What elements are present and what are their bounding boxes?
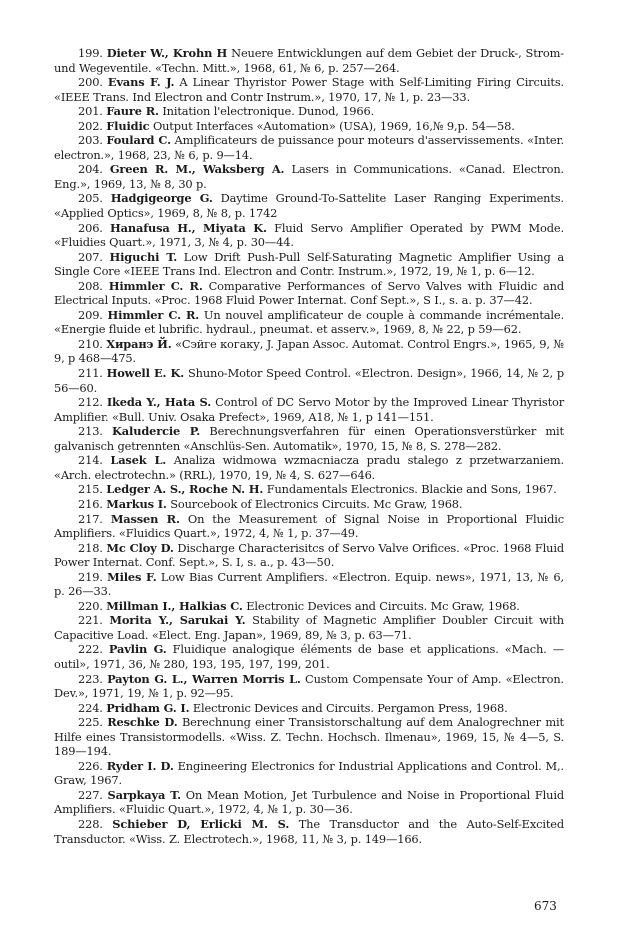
reference-number: 203. [78, 133, 103, 148]
reference-number: 223. [78, 671, 103, 686]
reference-text: Electronic Devices and Circuits. Mc Graw, 1968. [246, 598, 520, 613]
reference-entry [54, 817, 564, 846]
reference-text: Un nouvel amplificateur de couple à commande incrémentale. «Energie fluide et lubrific. hydraul., pneumat. et asserv.», 1969, 8, № 22, p 59—62. [54, 307, 564, 337]
reference-text: Low Drift Push-Pull Self-Saturating Magnetic Amplifier Using a Single Core «IEEE Trans Ind. Electron and Contr. Instrum.», 1972, 19, № 1, p. 6—12. [54, 249, 564, 279]
reference-text: Fundamentals Electronics. Blackie and Sons, 1967. [266, 482, 557, 497]
reference-number: 224. [78, 700, 103, 715]
reference-entry [54, 497, 564, 512]
reference-entry [54, 162, 564, 191]
reference-authors: Massen R. [110, 511, 180, 526]
reference-entry [54, 788, 564, 817]
reference-entry [54, 453, 564, 482]
reference-authors: Howell E. K. [106, 366, 185, 381]
reference-authors: Himmler C. R. [108, 278, 203, 293]
reference-authors: Kaludercie P. [112, 424, 201, 439]
reference-entry [54, 672, 564, 701]
reference-authors: Ryder I. D. [106, 758, 174, 773]
reference-text: Low Bias Current Amplifiers. «Electron. Equip. news», 1971, 13, № 6, p. 26—33. [54, 569, 564, 599]
reference-text: Shuno-Motor Speed Control. «Electron. Design», 1966, 14, № 2, p 56—60. [54, 366, 564, 395]
reference-authors: Morita Y., Sarukai Y. [109, 613, 246, 628]
reference-text: Berechnungsverfahren für einen Operationsverstürker mit galvanisch getrennten «Anschlüs-Sen. Automatik», 1970, 15, № 8, S. 278—282. [54, 424, 564, 453]
reference-authors: Himmler C. R. [107, 307, 200, 322]
reference-number: 219. [78, 569, 103, 584]
reference-authors: Higuchi T. [109, 249, 178, 264]
reference-entry [54, 424, 564, 453]
reference-number: 220. [78, 598, 103, 613]
reference-entry [54, 75, 564, 104]
reference-entry [54, 541, 564, 570]
reference-entry [54, 715, 564, 759]
reference-authors: Sarpkaya T. [107, 787, 181, 802]
reference-text: On the Measurement of Signal Noise in Proportional Fluidic Amplifiers. «Fluidics Quart.», 1972, 4, № 1, p. 37—49. [54, 511, 564, 541]
reference-number: 225. [78, 715, 103, 730]
reference-number: 213. [78, 424, 103, 439]
reference-text: Stability of Magnetic Amplifier Doubler Circuit with Capacitive Load. «Elect. Eng. Japan», 1969, 89, № 3, p. 63—71. [54, 613, 564, 642]
reference-entry [54, 482, 564, 497]
reference-number: 199. [78, 46, 103, 60]
reference-number: 217. [78, 511, 103, 526]
reference-number: 206. [78, 220, 103, 235]
reference-authors: Pavlin G. [108, 642, 167, 657]
reference-number: 218. [78, 540, 103, 555]
reference-text: Engineering Electronics for Industrial Applications and Control. M,. Graw, 1967. [54, 758, 564, 788]
reference-authors: Hanafusa H., Miyata K. [110, 220, 267, 235]
reference-entry [54, 46, 564, 75]
reference-entry [54, 512, 564, 541]
reference-entry [54, 221, 564, 250]
reference-authors: Schieber D, Erlicki M. S. [112, 816, 290, 831]
reference-number: 216. [78, 496, 103, 511]
reference-text: Initation l'electronique. Dunod, 1966. [162, 104, 375, 119]
reference-number: 211. [78, 366, 103, 381]
reference-authors: Faure R. [106, 104, 159, 119]
reference-authors: Fluidic [106, 118, 150, 133]
reference-number: 200. [78, 75, 103, 90]
reference-number: 215. [78, 482, 103, 497]
reference-number: 204. [78, 162, 103, 177]
reference-text: Control of DC Servo Motor by the Improved Linear Thyristor Amplifier. «Bull. Univ. Osaka Prefect», 1969, A18, № 1, p 141—151. [54, 395, 564, 424]
reference-entry [54, 759, 564, 788]
reference-authors: Miles F. [107, 569, 157, 584]
reference-number: 226. [78, 758, 103, 773]
reference-entry [54, 599, 564, 614]
reference-entry [54, 570, 564, 599]
reference-authors: Dieter W., Krohn H [106, 46, 228, 60]
reference-text: Output Interfaces «Automation» (USA), 1969, 16,№ 9,p. 54—58. [152, 118, 515, 133]
reference-authors: Pridham G. I. [106, 700, 190, 715]
reference-authors: Хиранэ Й. [106, 336, 172, 351]
reference-authors: Foulard C. [106, 133, 171, 148]
reference-authors: Millman I., Halkias C. [106, 598, 243, 613]
reference-number: 201. [78, 104, 103, 119]
reference-authors: Payton G. L., Warren Morris L. [107, 671, 301, 686]
reference-text: «Сэйге когаку, J. Japan Assoc. Automat. Control Engrs.», 1965, 9, № 9, p 468—475. [54, 336, 564, 366]
reference-number: 205. [78, 191, 103, 206]
reference-entry [54, 395, 564, 424]
reference-entry [54, 701, 564, 716]
reference-entry [54, 133, 564, 162]
page-number: 673 [534, 899, 557, 913]
reference-number: 214. [78, 453, 103, 468]
reference-text: Discharge Characterisitcs of Servo Valve Orifices. «Proc. 1968 Fluid Power Internat. Conf. Sept.», S. I, s. a., p. 43—50. [54, 540, 564, 570]
reference-text: Analiza widmowa wzmacniacza pradu stalego z przetwarzaniem. «Arch. electrotechn.» (RRL), 1970, 19, № 4, S. 627—646. [54, 453, 564, 482]
reference-text: Lasers in Communications. «Canad. Electron. Eng.», 1969, 13, № 8, 30 p. [54, 162, 564, 191]
reference-authors: Ikeda Y., Hata S. [106, 395, 212, 410]
reference-text: Comparative Performances of Servo Valves with Fluidic and Electrical Inputs. «Proc. 1968 Fluid Power Internat. Conf Sept.», S I., s. a. p. 37—42. [54, 278, 564, 308]
reference-text: Custom Compensate Your of Amp. «Electron. Dev.», 1971, 19, № 1, p. 92—95. [54, 671, 564, 701]
reference-authors: Lasek L. [110, 453, 167, 468]
reference-text: Fluidique analogique éléments de base et applications. «Mach. — outil», 1971, 36, № 280, 193, 195, 197, 199, 201. [54, 642, 564, 671]
reference-text: On Mean Motion, Jet Turbulence and Noise in Proportional Fluid Amplifiers. «Fluidic Quart.», 1972, 4, № 1, p. 30—36. [54, 787, 564, 817]
reference-authors: Mc Cloy D. [106, 540, 174, 555]
reference-number: 208. [78, 278, 103, 293]
reference-number: 209. [78, 307, 103, 322]
reference-entry [54, 119, 564, 134]
reference-entry [54, 191, 564, 220]
reference-number: 228. [78, 816, 103, 831]
reference-number: 222. [78, 642, 103, 657]
reference-number: 207. [78, 249, 103, 264]
reference-text: Berechnung einer Transistorschaltung auf dem Analogrechner mit Hilfe eines Transistormodells. «Wiss. Z. Techn. Hochsch. Ilmenau», 1969, 15, № 4—5, S. 189—194. [54, 715, 564, 759]
reference-entry [54, 250, 564, 279]
reference-text: Neuere Entwicklungen auf dem Gebiet der Druck-, Strom- und Wegeventile. «Techn. Mitt.», 1968, 61, № 6, p. 257—264. [54, 46, 564, 75]
reference-text: Fluid Servo Amplifier Operated by PWM Mode. «Fluidies Quart.», 1971, 3, № 4, p. 30—44. [54, 220, 564, 250]
reference-text: Electronic Devices and Circuits. Pergamon Press, 1968. [192, 700, 508, 715]
reference-entry [54, 366, 564, 395]
reference-number: 221. [78, 613, 103, 628]
reference-list [54, 46, 564, 846]
reference-authors: Reschke D. [107, 715, 178, 730]
reference-entry [54, 308, 564, 337]
reference-number: 202. [78, 118, 103, 133]
reference-authors: Hadgigeorge G. [110, 191, 213, 206]
reference-text: The Transductor and the Auto-Self-Excited Transductor. «Wiss. Z. Electrotech.», 1968, 11, № 3, p. 149—166. [54, 816, 564, 846]
reference-authors: Ledger A. S., Roche N. H. [106, 482, 264, 497]
reference-number: 210. [78, 336, 103, 351]
reference-entry [54, 642, 564, 671]
reference-entry [54, 337, 564, 366]
reference-text: Daytime Ground-To-Sattelite Laser Ranging Experiments. «Applied Optics», 1969, 8, № 8, p. 1742 [54, 191, 564, 221]
reference-text: Sourcebook of Electronics Circuits. Mc Graw, 1968. [170, 496, 463, 511]
reference-authors: Green R. M., Waksberg A. [109, 162, 285, 177]
reference-number: 227. [78, 787, 103, 802]
reference-authors: Markus I. [106, 496, 167, 511]
reference-text: A Linear Thyristor Power Stage with Self-Limiting Firing Circuits. «IEEE Trans. Ind Electron and Contr Instrum.», 1970, 17, № 1, p. 23—33. [54, 75, 564, 104]
reference-entry [54, 279, 564, 308]
reference-number: 212. [78, 395, 103, 410]
reference-authors: Evans F. J. [107, 75, 175, 90]
reference-entry [54, 104, 564, 119]
reference-entry [54, 613, 564, 642]
reference-text: Amplificateurs de puissance pour moteurs d'asservissements. «Inter. electron.», 1968, 23, № 6, p. 9—14. [54, 133, 564, 162]
